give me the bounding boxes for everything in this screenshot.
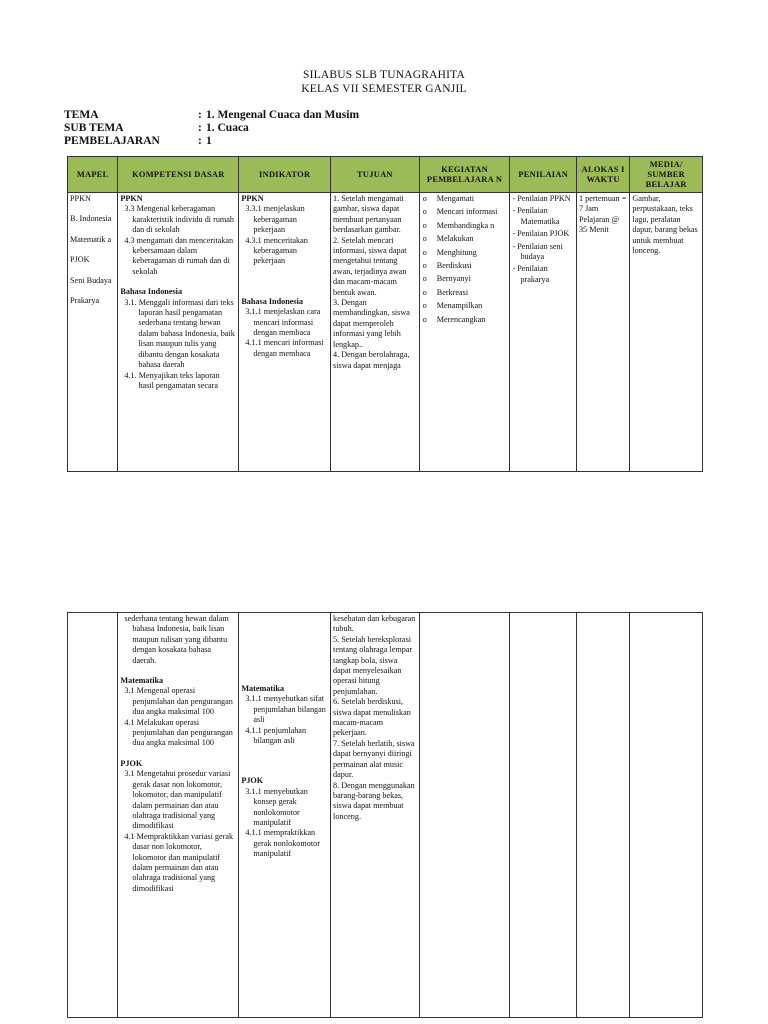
kegiatan-item: o Melakukan — [422, 234, 508, 244]
kegiatan-item: o Mengamati — [422, 194, 508, 204]
tujuan-item: 8. Dengan menggunakan barang-barang bekas, siswa dapat membuat lonceng. — [333, 780, 415, 821]
text-item: 4.3 mengamati dan menceritakan kebersamaan dalam keberagaman di rumah dan di sekolah — [124, 235, 234, 276]
spacer — [120, 277, 236, 287]
text-item: 3.1 Mengenal operasi penjumlahan dan pengurangan dua angka maksimal 100 — [124, 686, 233, 717]
kegiatan-item: o Mencari informasi — [422, 207, 508, 217]
spacer — [241, 287, 328, 297]
meta-colon: : — [198, 122, 202, 134]
cell-penilaian — [510, 613, 577, 1018]
subject-heading: Matematika — [241, 684, 285, 693]
meta-sub-tema — [64, 122, 249, 134]
column-header: PENILAIAN — [510, 157, 577, 193]
header-row — [68, 157, 703, 193]
cell-penilaian — [510, 193, 577, 472]
subject-heading: PJOK — [241, 776, 264, 786]
spacer — [241, 614, 328, 624]
document-subtitle: KELAS VII SEMESTER GANJIL — [301, 83, 467, 95]
tujuan-item: 2. Setelah mencari informasi, siswa dapat mengetahui tentang awan, terjadinya awan dan macam-macam bentuk awan. — [333, 235, 407, 297]
penilaian-list — [512, 194, 574, 285]
subject-heading: PPKN — [241, 194, 264, 203]
penilaian-item: - Penilaian prakarya — [512, 264, 550, 284]
cell-tujuan — [331, 193, 420, 472]
penilaian-item: - Penilaian Matematika — [512, 206, 560, 226]
column-header: KOMPETENSI DASAR — [118, 157, 239, 193]
spacer — [241, 664, 328, 674]
text-item: 3.1.1 menyebutkan konsep gerak nonlokomotor manipulatif — [245, 786, 308, 828]
tujuan-item: 4. Dengan berolahraga, siswa dapat menjaga — [333, 350, 410, 370]
column-header: TUJUAN — [331, 157, 420, 193]
kegiatan-item: o Menampilkan — [422, 301, 508, 311]
spacer — [241, 766, 328, 776]
text-item: 3.1.1 menyebutkan sifat penjumlahan bilangan asli — [245, 694, 326, 725]
cell-indikator — [239, 613, 331, 1018]
column-header: MAPEL — [68, 157, 118, 193]
tujuan-item: 5. Setelah bereksplorasi tentang olahraga lempar tangkap bola, siswa dapat menyelesaikan operasi hitung penjumlahan. — [333, 634, 413, 696]
cell-alokasi-waktu — [576, 613, 629, 1018]
spacer — [241, 267, 328, 277]
kegiatan-item: o Berdiskusi — [422, 261, 508, 271]
kegiatan-item: o Berkreasi — [422, 288, 508, 298]
kegiatan-item: o Menghitung — [422, 248, 508, 258]
text-item: 4.1.1 penjumlahan bilangan asli — [245, 725, 307, 746]
tujuan-item: 7. Setelah berlatih, siswa dapat bernyanyi diiringi permainan alat music dapur. — [333, 738, 415, 780]
column-header: INDIKATOR — [239, 157, 331, 193]
mapel-item: PJOK — [70, 255, 90, 265]
meta-pembelajaran — [64, 135, 212, 147]
tujuan-item: 1. Setelah mengamati gambar, siswa dapat membuat pertanyaan berdasarkan gambar. — [333, 194, 404, 235]
text-item: 4.1 Mempraktikkan variasi gerak dasar non lokomotor, lokomotor dan manipulatif dalam permainan dan atau olahraga tradisional yang dimodifikasi — [124, 831, 234, 893]
mapel-item: Seni Budaya — [70, 275, 112, 285]
meta-tema — [64, 109, 359, 121]
text-item: 4.1. Menyajikan teks laporan hasil pengamatan secara — [124, 370, 220, 390]
meta-value: 1 — [206, 135, 212, 147]
meta-label: PEMBELAJARAN — [64, 135, 160, 147]
spacer — [241, 634, 328, 644]
subject-heading: Bahasa Indonesia — [241, 296, 303, 306]
syllabus-table-page1 — [67, 156, 703, 472]
cell-kegiatan — [419, 193, 510, 472]
cell-alokasi-waktu: 1 pertemuan = 7 Jam Pelajaran @ 35 Menit — [576, 193, 629, 472]
spacer — [120, 666, 236, 676]
mapel-item: B. Indonesia — [70, 214, 112, 224]
meta-label: SUB TEMA — [64, 122, 124, 134]
cell-indikator — [239, 193, 331, 472]
tujuan-item: kesehatan dan kebugaran tubuh. — [333, 614, 416, 634]
tujuan-item: 6. Setelah berdiskusi, siswa dapat menuliskan macam-macam pekerjaan. — [333, 697, 411, 738]
spacer — [241, 654, 328, 664]
column-header: KEGIATAN PEMBELAJARA N — [419, 157, 510, 193]
text-item: 4.1.1 mempraktikkan gerak nonlokomotor manipulatif — [245, 828, 320, 859]
penilaian-item: - Penilaian seni budaya — [512, 241, 563, 262]
cell-kompetensi-dasar — [118, 193, 239, 472]
cell-kegiatan — [419, 613, 510, 1018]
text-item: 3.3 Mengenal keberagaman karakteristik individu di rumah dan di sekolah — [124, 204, 235, 235]
kegiatan-list — [422, 194, 508, 325]
meta-colon: : — [198, 135, 202, 147]
text-item: 4.1 Melakukan operasi penjumlahan dan pengurangan dua angka maksimal 100 — [124, 717, 233, 748]
mapel-item: Prakarya — [70, 296, 100, 306]
table-row — [68, 193, 703, 472]
spacer — [241, 624, 328, 634]
kegiatan-item: o Merencangkan — [422, 315, 508, 325]
spacer — [241, 277, 328, 287]
mapel-item: Matematik a — [70, 234, 112, 244]
cell-tujuan — [331, 613, 420, 1018]
penilaian-item: - Penilaian PJOK — [512, 229, 570, 239]
cell-kompetensi-dasar — [118, 613, 239, 1018]
spacer — [241, 674, 328, 684]
spacer — [120, 749, 236, 759]
spacer — [241, 756, 328, 766]
cell-mapel — [68, 193, 118, 472]
column-header: MEDIA/ SUMBER BELAJAR — [630, 157, 703, 193]
kegiatan-item: o Bernyanyi — [422, 274, 508, 284]
text-item: 4.1.1 mencari informasi dengan membaca — [245, 338, 324, 358]
text-item: sederhana tentang hewan dalam bahasa Indonesia, baik lisan maupun tulisan yang dibantu dengan kosakata bahasa daerah. — [124, 614, 229, 665]
table-row — [68, 613, 703, 1018]
text-item: 3.3.1 menjelaskan keberagaman pekerjaan — [245, 204, 305, 235]
meta-value: 1. Mengenal Cuaca dan Musim — [206, 109, 360, 121]
mapel-item: PPKN — [70, 194, 91, 203]
meta-value: 1. Cuaca — [206, 122, 249, 134]
subject-heading: Bahasa Indonesia — [120, 287, 183, 297]
spacer — [241, 644, 328, 654]
text-item: 4.3.1 menceritakan keberagaman pekerjaan — [245, 235, 308, 266]
penilaian-item: - Penilaian PPKN — [512, 194, 571, 203]
spacer — [241, 746, 328, 756]
document-title: SILABUS SLB TUNAGRAHITA — [303, 69, 465, 81]
text-item: 3.1 Mengetahui prosedur variasi gerak dasar non lokomotor, lokomotor, dan manipulatif dalam permainan dan atau olahraga tradisional yang dimodifikasi — [124, 769, 231, 831]
tujuan-item: 3. Dengan membandingkan, siswa dapat memperoleh informasi yang lebih lengkap.. — [333, 298, 410, 349]
kegiatan-item: o Membandingka n — [422, 221, 508, 231]
column-header: ALOKAS I WAKTU — [576, 157, 629, 193]
meta-colon: : — [198, 109, 202, 121]
cell-media: Gambar, perpustakaan, teks lagu, peralatan dapur, barang bekas untuk membuat lonceng. — [630, 193, 703, 472]
cell-media — [630, 613, 703, 1018]
subject-heading: Matematika — [120, 676, 164, 686]
meta-label: TEMA — [64, 109, 99, 121]
text-item: 3.1.1 menjelaskan cara mencari informasi dengan membaca — [245, 307, 321, 338]
subject-heading: PJOK — [120, 758, 143, 768]
text-item: 3.1. Menggali informasi dari teks laporan hasil pengamatan sederhana tentang hewan dalam bahasa Indonesia, baik lisan maupun tulis yang dibantu dengan kosakata bahasa daerah — [124, 297, 235, 370]
subject-heading: PPKN — [120, 194, 143, 203]
syllabus-table-page2 — [67, 612, 703, 1018]
cell-mapel — [68, 613, 118, 1018]
